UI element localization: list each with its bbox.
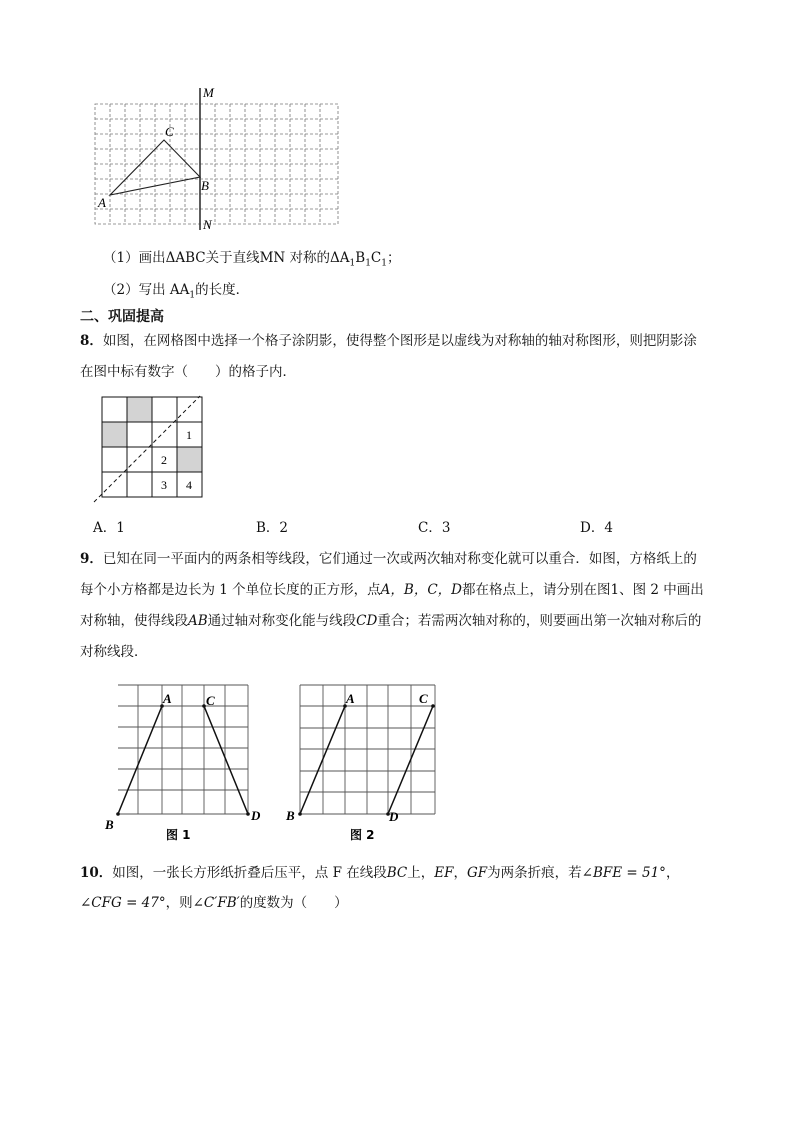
- label-c: C: [165, 124, 174, 139]
- q9-figure-1: [100, 678, 270, 848]
- fig2-segment-ab: [300, 706, 345, 814]
- section-2-title: 二、巩固提高: [80, 309, 164, 325]
- q7-part2: （2）写出 $AA_1$的长度．: [103, 282, 250, 301]
- fig2-label-c: C: [419, 691, 428, 706]
- fig2-caption: 图 2: [350, 828, 375, 842]
- label-b: B: [201, 178, 209, 193]
- q8-line2: 在图中标有数字（ ）的格子内．: [80, 364, 296, 380]
- fig1-label-d: D: [251, 808, 261, 823]
- q9-line2: 每个小方格都是边长为 1 个单位长度的正方形，点A，B，C，D都在格点上，请分别在图1、图 2 中画出: [80, 582, 704, 598]
- fig1-caption: 图 1: [166, 828, 191, 842]
- label-n: N: [203, 217, 212, 232]
- q8-shade-r2c1: [102, 422, 127, 447]
- q9-line4: 对称线段．: [80, 644, 148, 660]
- q8-cell-3: 3: [161, 478, 167, 492]
- fig1-label-b: B: [105, 817, 114, 832]
- fig1-segment-cd: [204, 706, 248, 814]
- q8-number: 8．: [80, 333, 103, 349]
- q10-line1: 10．如图，一张长方形纸折叠后压平，点 F 在线段BC上，EF，GF为两条折痕，若∠BFE = 51°，: [80, 865, 680, 881]
- fig1-label-c: C: [206, 693, 215, 708]
- q7-part1: （1）画出ΔABC关于直线MN 对称的$\Delta A_1B_1C_1$；: [103, 250, 401, 269]
- q10-line2: ∠CFG = 47°，则∠C′FB′的度数为（ ）: [80, 895, 348, 911]
- fig1-segment-ab: [118, 706, 162, 814]
- q8-grid-figure: [90, 394, 210, 506]
- q9-line1: 9．已知在同一平面内的两条相等线段，它们通过一次或两次轴对称变化就可以重合．如图，方格纸上的: [80, 551, 697, 567]
- q8-option-c[interactable]: C．3: [418, 520, 451, 536]
- q8-cell-1: 1: [186, 428, 192, 442]
- fig2-label-a: A: [346, 691, 355, 706]
- fig1-label-a: A: [163, 691, 172, 706]
- q9-figure-2: [280, 678, 450, 848]
- fig2-label-b: B: [286, 808, 295, 823]
- q7-grid: [95, 104, 338, 224]
- label-a: A: [98, 195, 106, 210]
- q8-shade-r1c2: [127, 397, 152, 422]
- q10-number: 10．: [80, 865, 113, 881]
- label-m: M: [203, 85, 214, 100]
- q8-shade-r3c4: [177, 447, 202, 472]
- q8-cell-2: 2: [161, 453, 167, 467]
- q8-option-a[interactable]: A．1: [93, 520, 125, 536]
- q8-option-b[interactable]: B．2: [256, 520, 289, 536]
- q9-line3: 对称轴，使得线段AB通过轴对称变化能与线段CD重合；若需两次轴对称的，则要画出第一次轴对称后的: [80, 613, 702, 629]
- q7-figure: [88, 84, 350, 234]
- q8-line1: 8．如图，在网格图中选择一个格子涂阴影，使得整个图形是以虚线为对称轴的轴对称图形，则把阴影涂: [80, 333, 697, 349]
- q9-number: 9．: [80, 551, 103, 567]
- q8-option-d[interactable]: D．4: [580, 520, 613, 536]
- fig2-label-d: D: [389, 809, 399, 824]
- fig2-segment-cd: [388, 706, 433, 814]
- q8-cell-4: 4: [186, 478, 192, 492]
